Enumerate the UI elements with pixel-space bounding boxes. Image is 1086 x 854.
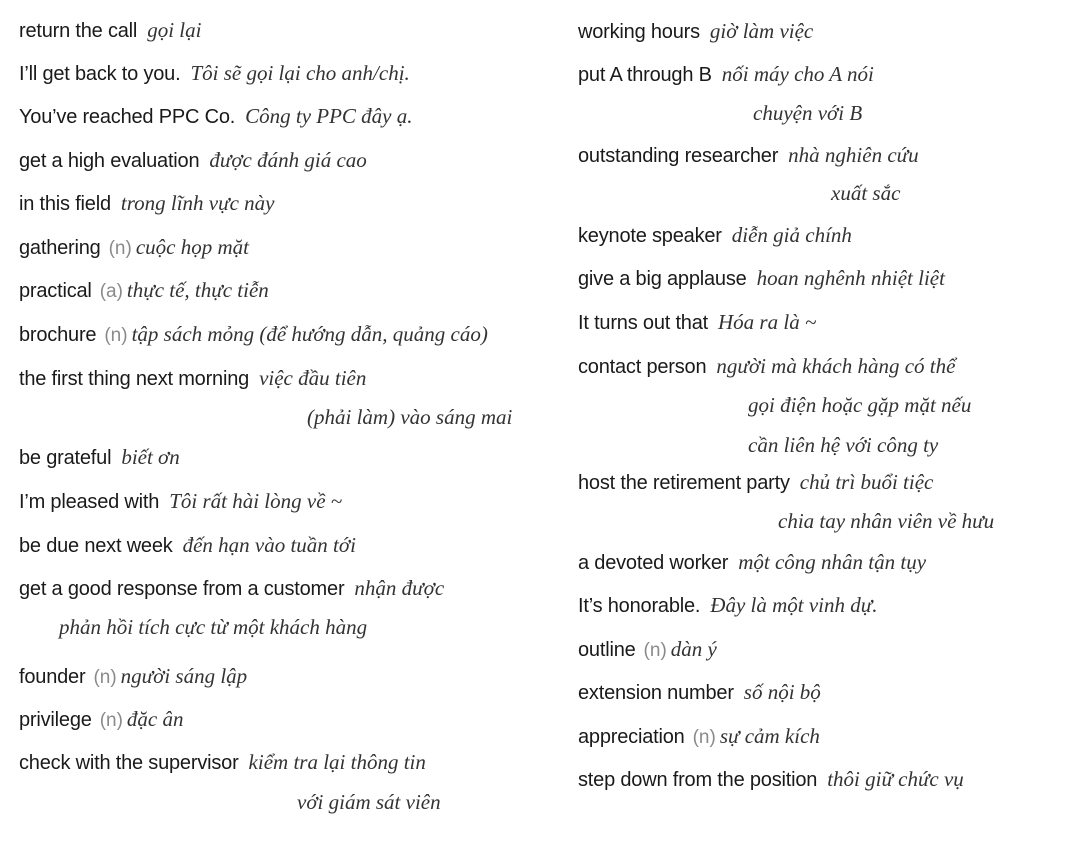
vocab-entry [578,143,919,168]
vocab-entry [19,366,366,391]
vocab-entry [578,266,945,291]
vocab-term: extension number [578,682,734,704]
vocab-entry [19,104,413,129]
vocab-entry [578,680,821,705]
vocab-entry [19,235,249,260]
vocab-entry [19,664,247,689]
vocab-term: practical [19,280,92,302]
vocab-term: be grateful [19,447,112,469]
vocab-term: founder [19,666,86,688]
vocab-term: It turns out that [578,312,709,334]
vocab-meaning: Công ty PPC đây ạ. [245,104,413,128]
vocab-entry [19,322,488,347]
vocab-term: be due next week [19,535,173,557]
vocab-entry [19,489,342,514]
vocab-term: return the call [19,20,138,42]
vocab-entry [578,470,933,495]
vocab-meaning: nhận được [354,576,445,600]
vocab-meaning: được đánh giá cao [209,148,367,172]
vocab-entry [19,61,410,86]
vocab-term: gathering [19,237,101,259]
vocab-meaning: kiểm tra lại thông tin [248,750,426,774]
vocab-meaning: trong lĩnh vực này [120,191,275,215]
vocab-meaning: Hóa ra là ~ [718,310,817,334]
vocab-meaning: sự cảm kích [719,724,820,748]
vocab-entry [578,724,820,749]
vocab-meaning: hoan nghênh nhiệt liệt [756,266,945,290]
vocab-meaning: biết ơn [121,445,180,469]
vocab-term: working hours [578,21,700,43]
vocab-meaning-continuation: (phải làm) vào sáng mai [307,405,513,429]
vocab-meaning-continuation: cần liên hệ với công ty [748,433,939,457]
vocab-entry [19,576,444,601]
part-of-speech: (n) [643,640,667,661]
vocab-meaning-continuation: xuất sắc [831,181,901,205]
vocab-term: outline [578,639,636,661]
vocab-meaning: việc đầu tiên [259,366,367,390]
part-of-speech: (n) [93,667,117,688]
vocab-entry [19,148,367,173]
vocab-term: It’s honorable. [578,595,701,617]
vocab-meaning: nối máy cho A nói [721,62,874,86]
vocab-meaning-continuation: gọi điện hoặc gặp mặt nếu [748,393,972,417]
part-of-speech: (n) [104,325,128,346]
vocab-term: You’ve reached PPC Co. [19,106,236,128]
vocab-entry [19,707,184,732]
vocab-meaning: Tôi sẽ gọi lại cho anh/chị. [190,61,410,85]
vocab-meaning: tập sách mỏng (để hướng dẫn, quảng cáo) [131,322,488,346]
vocab-term: get a good response from a customer [19,578,345,600]
vocab-term: I’ll get back to you. [19,63,181,85]
vocab-term: get a high evaluation [19,150,200,172]
vocab-meaning: dàn ý [670,637,717,661]
part-of-speech: (n) [692,727,716,748]
vocab-meaning: đến hạn vào tuần tới [182,533,356,557]
vocab-term: keynote speaker [578,225,722,247]
vocab-entry [578,767,964,792]
vocab-entry [19,445,180,470]
vocab-entry [19,278,269,303]
vocab-meaning: Đây là một vinh dự. [710,593,878,617]
vocab-meaning: thôi giữ chức vụ [827,767,964,791]
vocab-term: in this field [19,193,111,215]
vocab-meaning: đặc ân [126,707,184,731]
vocab-meaning: nhà nghiên cứu [788,143,919,167]
vocab-entry [578,550,926,575]
vocab-meaning-continuation: phản hồi tích cực từ một khách hàng [59,615,368,639]
vocab-term: the first thing next morning [19,368,250,390]
vocab-meaning: thực tế, thực tiễn [126,278,269,302]
vocab-meaning: cuộc họp mặt [135,235,249,259]
vocab-term: outstanding researcher [578,145,779,167]
vocab-meaning: giờ làm việc [709,19,814,43]
vocab-entry [578,19,813,44]
vocab-entry [578,62,874,87]
vocab-entry [578,593,877,618]
vocab-entry [19,191,274,216]
vocab-entry [19,750,426,775]
vocab-meaning: người sáng lập [120,664,248,688]
vocab-term: check with the supervisor [19,752,239,774]
vocab-meaning: người mà khách hàng có thể [716,354,956,378]
vocab-meaning: Tôi rất hài lòng về ~ [169,489,343,513]
vocab-entry [578,354,955,379]
vocab-term: host the retirement party [578,472,790,494]
vocab-term: appreciation [578,726,685,748]
vocab-entry [19,533,356,558]
vocab-entry [578,223,852,248]
vocab-term: privilege [19,709,92,731]
part-of-speech: (n) [99,710,123,731]
part-of-speech: (a) [99,281,123,302]
vocab-meaning: diễn giả chính [731,223,852,247]
vocab-meaning: chủ trì buổi tiệc [799,470,934,494]
part-of-speech: (n) [108,238,132,259]
vocab-term: a devoted worker [578,552,729,574]
vocab-meaning-continuation: chuyện với B [753,101,863,125]
vocab-term: I’m pleased with [19,491,160,513]
vocab-meaning-continuation: với giám sát viên [297,790,441,814]
vocab-entry [19,18,201,43]
vocab-meaning: số nội bộ [743,680,821,704]
vocab-meaning-continuation: chia tay nhân viên về hưu [778,509,995,533]
vocab-term: step down from the position [578,769,818,791]
vocab-term: put A through B [578,64,712,86]
vocab-meaning: một công nhân tận tụy [738,550,927,574]
vocab-meaning: gọi lại [147,18,202,42]
vocab-entry [578,310,816,335]
vocab-term: brochure [19,324,97,346]
vocab-entry [578,637,717,662]
vocab-term: contact person [578,356,707,378]
vocab-term: give a big applause [578,268,747,290]
